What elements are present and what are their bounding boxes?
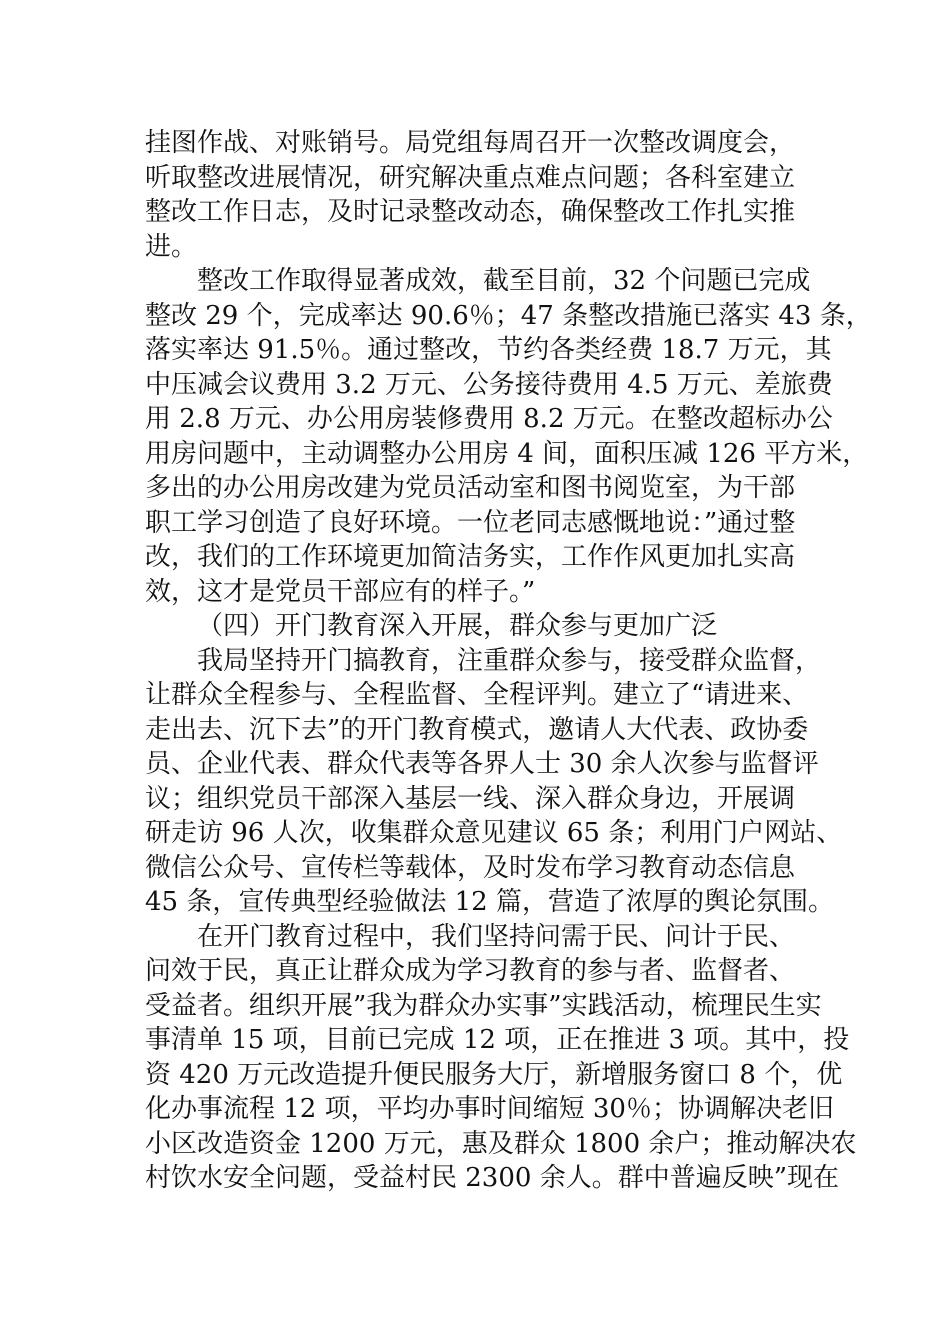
text-line: 45 条，宣传典型经验做法 12 篇，营造了浓厚的舆论氛围。 xyxy=(145,887,834,917)
paragraph-first-line: 我局坚持开门搞教育，注重群众参与，接受群众监督， xyxy=(197,645,822,676)
document-body xyxy=(145,126,872,1196)
text-line: 议；组织党员干部深入基层一线、深入群众身边，开展调 xyxy=(145,783,796,814)
text-line: 用 2.8 万元、办公用房装修费用 8.2 万元。在整改超标办公 xyxy=(145,404,833,434)
text-line: 事清单 15 项，目前已完成 12 项，正在推进 3 项。其中，投 xyxy=(145,1025,850,1055)
text-line: 效，这才是党员干部应有的样子。” xyxy=(145,576,536,607)
text-line: 多出的办公用房改建为党员活动室和图书阅览室，为干部 xyxy=(145,473,796,503)
text-line: 员、企业代表、群众代表等各界人士 30 余人次参与监督评 xyxy=(145,749,819,779)
text-line: 化办事流程 12 项，平均办事时间缩短 30％；协调解决老旧 xyxy=(145,1094,834,1124)
text-line: 小区改造资金 1200 万元，惠及群众 1800 余户；推动解决农 xyxy=(145,1128,857,1159)
text-line: 挂图作战、对账销号。局党组每周召开一次整改调度会， xyxy=(145,128,796,158)
text-line: 用房问题中，主动调整办公用房 4 间，面积压减 126 平方米， xyxy=(145,438,869,469)
text-line: 村饮水安全问题，受益村民 2300 余人。群中普遍反映”现在 xyxy=(145,1163,839,1193)
text-line: 让群众全程参与、全程监督、全程评判。建立了“请进来、 xyxy=(145,680,809,710)
text-line: 资 420 万元改造提升便民服务大厅，新增服务窗口 8 个，优 xyxy=(145,1059,843,1090)
text-line: 受益者。组织开展”我为群众办实事”实践活动，梳理民生实 xyxy=(145,990,822,1021)
text-line: 整改工作日志，及时记录整改动态，确保整改工作扎实推 xyxy=(145,197,796,227)
text-line: 中压减会议费用 3.2 万元、公务接待费用 4.5 万元、差旅费 xyxy=(145,369,833,400)
text-line: 微信公众号、宣传栏等载体，及时发布学习教育动态信息 xyxy=(145,852,796,883)
text-line: 改，我们的工作环境更加简洁务实，工作作风更加扎实高 xyxy=(145,542,796,572)
paragraph-first-line: 整改工作取得显著成效，截至目前，32 个问题已完成 xyxy=(197,266,811,296)
text-line: 问效于民，真正让群众成为学习教育的参与者、监督者、 xyxy=(145,956,796,986)
text-line: 整改 29 个，完成率达 90.6％；47 条整改措施已落实 43 条， xyxy=(145,300,872,331)
text-line: 进。 xyxy=(145,231,198,262)
text-line: 研走访 96 人次，收集群众意见建议 65 条；利用门户网站、 xyxy=(145,818,843,848)
paragraph-first-line: 在开门教育过程中，我们坚持问需于民、问计于民、 xyxy=(197,921,796,952)
text-line: 落实率达 91.5％。通过整改，节约各类经费 18.7 万元，其 xyxy=(145,335,832,365)
text-line: 职工学习创造了良好环境。一位老同志感慨地说：”通过整 xyxy=(145,507,796,538)
text-line: 走出去、沉下去”的开门教育模式，邀请人大代表、政协委 xyxy=(145,714,809,745)
section-heading: （四）开门教育深入开展，群众参与更加广泛 xyxy=(197,611,718,641)
text-line: 听取整改进展情况，研究解决重点难点问题；各科室建立 xyxy=(145,162,796,193)
